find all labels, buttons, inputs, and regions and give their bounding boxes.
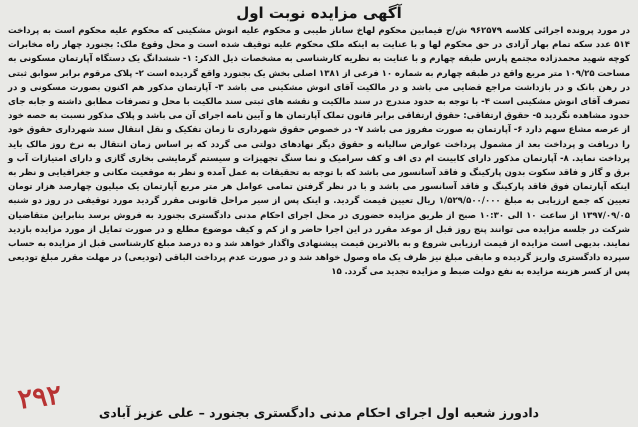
notice-body: در مورد پرونده اجرائی کلاسه ۹۶۲۵۷۹ ش/ح فیمابین محکوم لهاخ ساناز طیبی و محکوم علیه انوش مشکینی که محکوم علیه محکوم است به پرداخت ۵۱۴ عدد سکه تمام بهار آزادی در حق محکوم لها و با عنایت به اینکه ملک محکوم علیه توقیف شده است و محل وقوع ملک: بجنورد چهار راه مخابرات کوچه شهید محمدزاده مجتمع پارس طبقه چهارم و با عنایت به نظریه کارشناسی به مشخصات ذیل الذکر: ۱- ششدانگ یک دستگاه آپارتمان مسکونی به مساحت ۱۰۹/۲۵ متر مربع واقع در طبقه چهارم به شماره ۱۰ فرعی از ۱۳۸۱ اصلی بخش یک بجنورد واقع گردیده است ۲- پلاک مرقوم برابر سوابق ثبتی در رهن بانک و در بازداشت مراجع قضایی می باشد و در مالکیت آقای انوش مشکینی می باشد ۳- آپارتمان مذکور هم اکنون بصورت مسکونی و در تصرف آقای انوش مشکینی است ۴- با توجه به حدود مندرج در سند مالکیت و نقشه های ثبتی سند مالکیت با محل و تصرفات مطابق داشته و جابه جای حدود مشاهده نگردید ۵- حقوق ارتفاقی: حقوق ارتفاقی برابر قانون تملک آپارتمان ها و آیین نامه اجرای آن می باشد و پلاک مذکور نسبت به حصه خود از عرصه مشاع سهم دارد ۶- آپارتمان به صورت مفروز می باشد ۷- در خصوص حقوق شهرداری تا زمان تفکیک و نقل انتقال سند شهرداری حقوق خود را دریافت و پرداخت بعد از مشمول پرداخت عوارض سالیانه و حقوق دیگر نهادهای دولتی می گردد که بر اساس زمان انتقال به نرخ روز مالک باید پرداخت نماید. ۸- آپارتمان مذکور دارای کابینت ام دی اف و کف سرامیک و نما سنگ تجهیزات و سیستم گرمایشی بخاری گازی و دارای امتیازات آب و برق و گاز و فاقد سکوت بدون پارکینگ و فاقد آسانسور می باشد که با توجه به تحقیقات به عمل آمده و نظر به موقعیت مکانی و جغرافیایی و نظر به اینکه آپارتمان فوق فاقد پارکینگ و فاقد آسانسور می باشد و با در نظر گرفتن تمامی عوامل هر متر مربع آپارتمان یک میلیون چهارصد هزار تومان تعیین که جمع ارزیابی به مبلغ ۱/۵۲۹/۵۰۰/۰۰۰ ریال تعیین قیمت گردید. و اینک پس از سیر مراحل قانونی مقرر گردید مورد توقیفی در روز دو شنبه ۱۳۹۷/۰۹/۰۵ از ساعت ۱۰ الی ۱۰:۳۰ صبح از طریق مزایده حضوری در محل اجرای احکام مدنی دادگستری بجنورد به فروش برسد بنابراین متقاضیان شرکت در جلسه مزایده می توانند پنج روز قبل از موعد مقرر در این اجرا حاضر و از کم و کیف موضوع مطلع و در صورت تمایل از مورد مزایده بازدید نمایند. بدیهی است مزایده از قیمت ارزیابی شروع و به بالاترین قیمت پیشنهادی واگذار خواهد شد و ده درصد مبلغ کارشناسی قبل از مزایده به حساب سپرده دادگستری واریز گردیده و مابقی مبلغ نیز ظرف یک ماه وصول خواهد شد و در صورت عدم پرداخت الباقی (تودیعی) در مهلت مقرر مبلغ تودیعی پس از کسر هزینه مزایده به نفع دولت ضبط و مزایده تجدید می گردد. ۱۵ <box>8 26 631 278</box>
handwritten-reference-number: ۲۹۲ <box>16 379 64 416</box>
notice-title: آگهی مزایده نوبت اول <box>236 4 402 22</box>
notice-signature: دادورز شعبه اول اجرای احکام مدنی دادگستری بجنورد – علی عزیز آبادی <box>98 405 540 420</box>
